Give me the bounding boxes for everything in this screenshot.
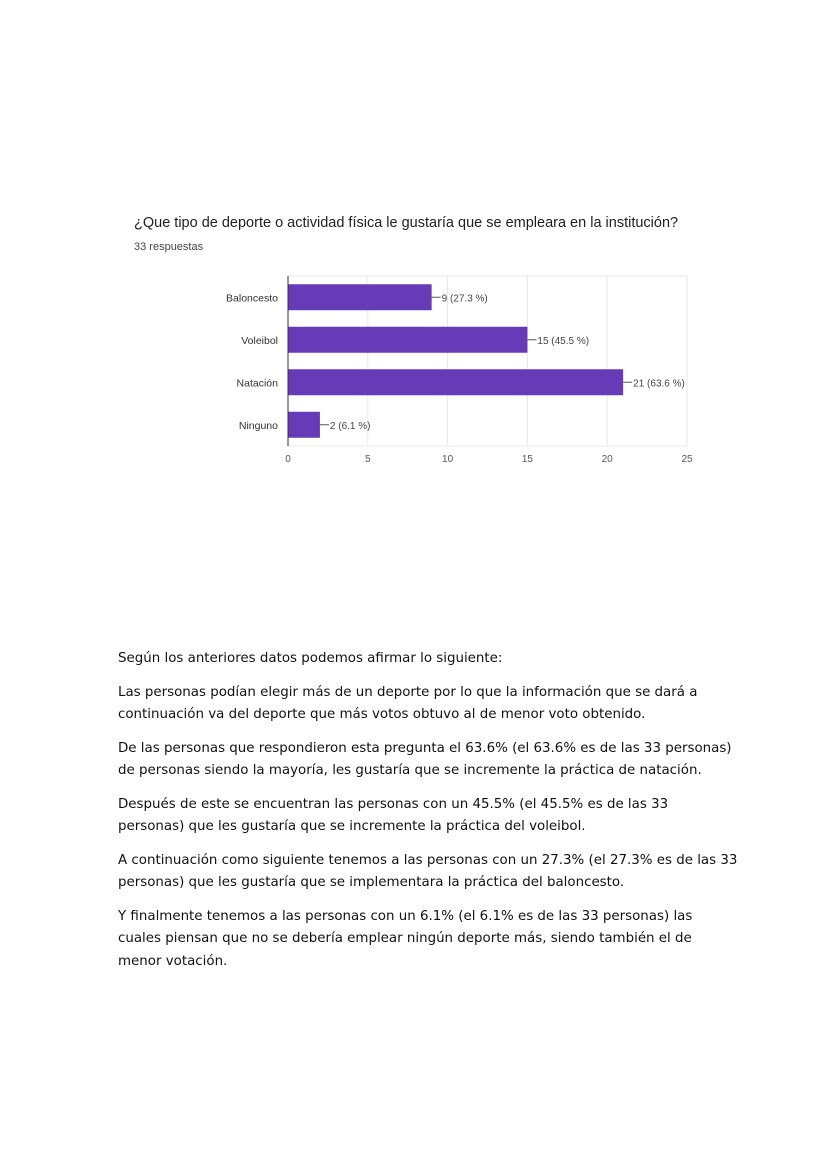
bar xyxy=(289,327,528,353)
document-body xyxy=(118,648,738,984)
chart-subtitle: 33 respuestas xyxy=(134,241,204,253)
bar xyxy=(289,369,624,395)
paragraph-voleibol: Después de este se encuentran las personas con un 45.5% (el 45.5% es de las 33 personas) que les gustaría que se incremente la práctica del voleibol. xyxy=(118,796,669,834)
paragraph-baloncesto: A continuación como siguiente tenemos a las personas con un 27.3% (el 27.3% es de las 33 personas) que les gustaría que se implementara la práctica del baloncesto. xyxy=(118,852,738,890)
x-tick-label: 15 xyxy=(521,454,533,465)
chart-title: ¿Que tipo de deporte o actividad física le gustaría que se empleara en la institución? xyxy=(134,215,679,231)
bar xyxy=(289,284,432,310)
paragraph-natacion: De las personas que respondieron esta pregunta el 63.6% (el 63.6% es de las 33 personas) de personas siendo la mayoría, les gustaría que se incremente la práctica de natación. xyxy=(118,740,732,778)
paragraph-ninguno: Y finalmente tenemos a las personas con un 6.1% (el 6.1% es de las 33 personas) las cuales piensan que no se debería emplear ningún deporte más, siendo también el de menor votación. xyxy=(118,908,693,969)
bar-chart xyxy=(0,0,828,480)
category-label: Baloncesto xyxy=(226,292,278,305)
data-label: 9 (27.3 %) xyxy=(441,293,488,305)
x-tick-label: 25 xyxy=(681,454,693,465)
paragraph-intro: Según los anteriores datos podemos afirmar lo siguiente: xyxy=(118,651,503,666)
data-label: 2 (6.1 %) xyxy=(329,420,371,432)
x-tick-label: 0 xyxy=(285,454,291,465)
data-label: 15 (45.5 %) xyxy=(537,335,590,347)
category-label: Ninguno xyxy=(238,419,278,432)
category-label: Voleibol xyxy=(241,334,278,347)
x-tick-label: 5 xyxy=(365,454,371,465)
data-label: 21 (63.6 %) xyxy=(633,378,685,390)
bar xyxy=(289,412,320,438)
x-tick-label: 20 xyxy=(601,454,613,465)
paragraph-method: Las personas podían elegir más de un deporte por lo que la información que se dará a continuación va del deporte que más votos obtuvo al de menor voto obtenido. xyxy=(118,684,698,722)
x-tick-label: 10 xyxy=(442,454,454,465)
category-label: Natación xyxy=(236,377,278,390)
